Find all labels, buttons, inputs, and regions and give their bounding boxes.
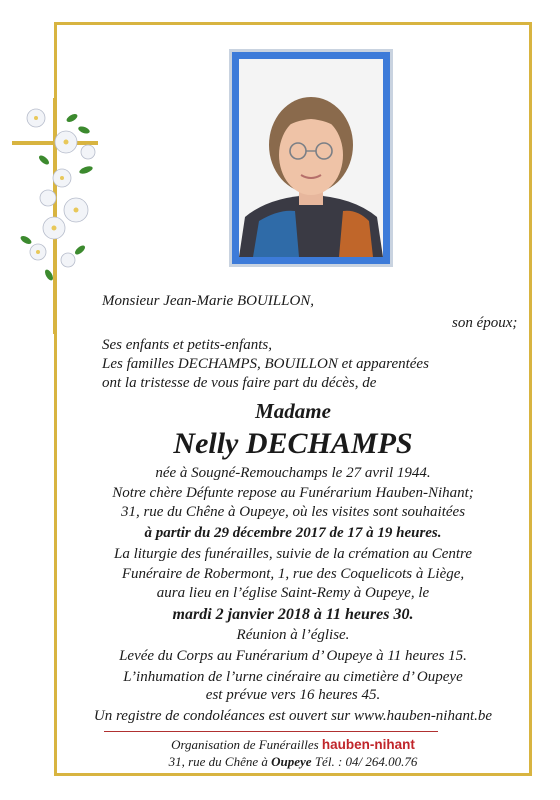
repose-line-1: Notre chère Défunte repose au Funérarium Hauben-Nihant; (112, 485, 474, 501)
footer-org: Organisation de Funérailles hauben-nihant (171, 737, 415, 752)
inhumation-line-1: L’inhumation de l’urne cinéraire au cimetière d’ Oupeye (123, 669, 463, 685)
visit-time: à partir du 29 décembre 2017 de 17 à 19 heures. (144, 525, 442, 541)
liturgy-date: mardi 2 janvier 2018 à 11 heures 30. (172, 606, 414, 623)
spouse-line: Monsieur Jean-Marie BOUILLON, (102, 293, 315, 309)
deceased-name: Nelly DECHAMPS (173, 427, 413, 460)
honorific: Madame (255, 399, 331, 423)
repose-line-2: 31, rue du Chêne à Oupeye, où les visites sont souhaitées (120, 504, 466, 520)
portrait-frame (229, 49, 393, 267)
brand-logo: hauben-nihant (321, 737, 415, 752)
meeting-line: Réunion à l’église. (236, 627, 350, 643)
register-line: Un registre de condoléances est ouvert sur www.hauben-nihant.be (93, 708, 493, 724)
liturgy-line-1: La liturgie des funérailles, suivie de la crémation au Centre (113, 546, 472, 562)
family-line-3: ont la tristesse de vous faire part du décès, de (102, 375, 377, 391)
levee-line: Levée du Corps au Funérarium d’ Oupeye à 11 heures 15. (119, 648, 467, 664)
spouse-role: son époux; (452, 315, 518, 331)
liturgy-line-3: aura lieu en l’église Saint-Remy à Oupeye, le (156, 585, 430, 601)
footer-divider (104, 731, 438, 732)
family-line-2: Les familles DECHAMPS, BOUILLON et apparentées (102, 356, 429, 372)
flower-garland-icon (14, 100, 104, 290)
family-line-1: Ses enfants et petits-enfants, (102, 337, 272, 353)
birth-line: née à Sougné-Remouchamps le 27 avril 1944. (155, 465, 431, 481)
footer-address: 31, rue du Chêne à Oupeye Tél. : 04/ 264.00.76 (168, 754, 418, 769)
portrait-photo (239, 59, 383, 257)
inhumation-line-2: est prévue vers 16 heures 45. (205, 687, 381, 703)
liturgy-line-2: Funéraire de Robermont, 1, rue des Coquelicots à Liège, (121, 566, 465, 582)
